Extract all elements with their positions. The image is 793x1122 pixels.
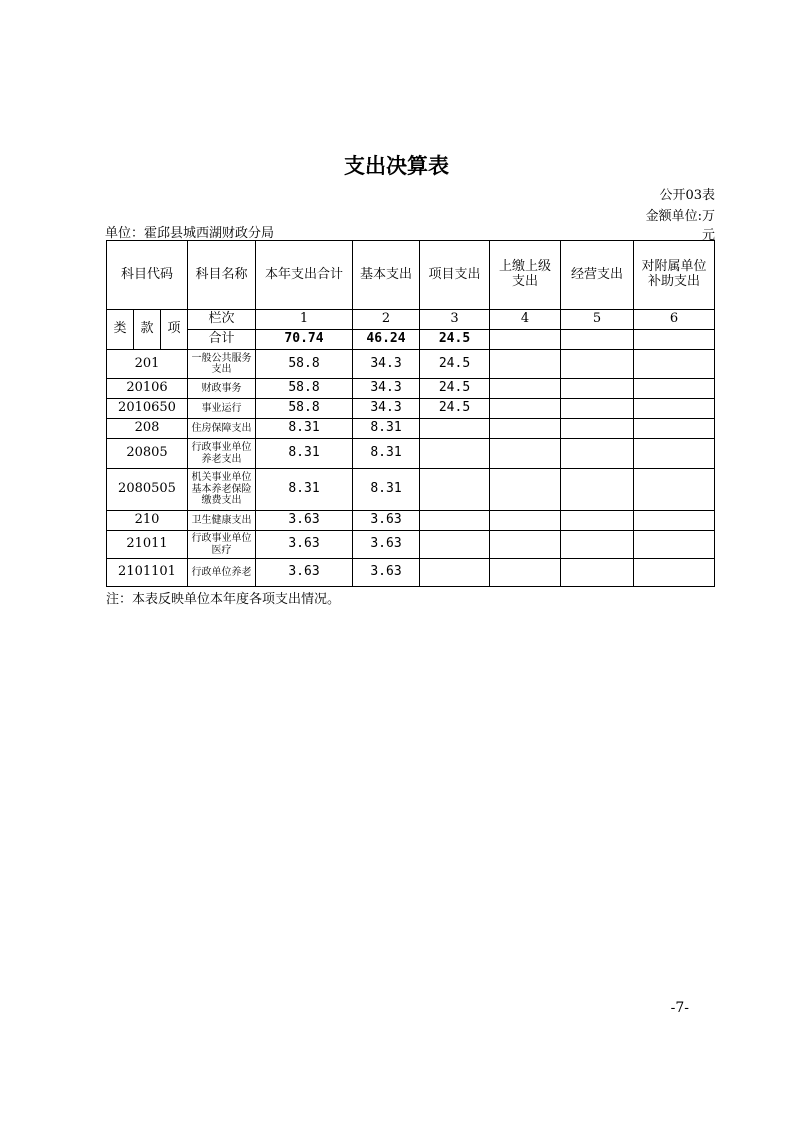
header-subsidy-line2: 补助支出	[647, 274, 700, 289]
row-name: 一般公共服务支出	[188, 350, 256, 379]
row-project: 24.5	[420, 399, 490, 419]
header-kuan: 款	[134, 310, 161, 350]
row-total: 3.63	[256, 531, 353, 559]
header-lanci: 栏次	[188, 310, 256, 330]
row-subsidy	[634, 350, 715, 379]
table-row	[107, 469, 715, 511]
table-note: 注：本表反映单位本年度各项支出情况。	[106, 592, 341, 607]
row-project: 24.5	[420, 379, 490, 399]
header-upper-line2: 支出	[511, 274, 538, 289]
header-name: 科目名称	[188, 241, 256, 310]
row-upper	[490, 350, 561, 379]
summary-upper	[490, 330, 561, 350]
summary-subsidy	[634, 330, 715, 350]
row-code: 20805	[107, 439, 188, 469]
table-row	[107, 399, 715, 419]
row-upper	[490, 511, 561, 531]
row-subsidy	[634, 511, 715, 531]
row-basic: 34.3	[353, 350, 420, 379]
row-name: 事业运行	[188, 399, 256, 419]
table-row	[107, 350, 715, 379]
row-code: 20106	[107, 379, 188, 399]
summary-total: 70.74	[256, 330, 353, 350]
row-business	[561, 511, 634, 531]
form-number: 公开03表	[659, 188, 715, 203]
row-total: 8.31	[256, 439, 353, 469]
row-business	[561, 439, 634, 469]
header-subsidy	[634, 241, 715, 310]
row-code: 210	[107, 511, 188, 531]
table-row	[107, 531, 715, 559]
column-index-3: 3	[420, 310, 490, 330]
organization-label: 单位：霍邱县城西湖财政分局	[105, 226, 275, 241]
row-upper	[490, 531, 561, 559]
row-business	[561, 350, 634, 379]
row-upper	[490, 469, 561, 511]
row-code: 21011	[107, 531, 188, 559]
money-unit: 金额单位:万	[645, 209, 715, 224]
row-upper	[490, 439, 561, 469]
row-total: 8.31	[256, 419, 353, 439]
page-number: -7-	[670, 1000, 689, 1016]
summary-basic: 46.24	[353, 330, 420, 350]
row-total: 58.8	[256, 379, 353, 399]
row-basic: 34.3	[353, 399, 420, 419]
row-subsidy	[634, 559, 715, 587]
row-subsidy	[634, 531, 715, 559]
header-total: 本年支出合计	[256, 241, 353, 310]
row-upper	[490, 399, 561, 419]
table-row	[107, 379, 715, 399]
row-subsidy	[634, 439, 715, 469]
row-upper	[490, 419, 561, 439]
table-row	[107, 559, 715, 587]
row-basic: 8.31	[353, 419, 420, 439]
row-business	[561, 379, 634, 399]
row-total: 8.31	[256, 469, 353, 511]
summary-label: 合计	[188, 330, 256, 350]
column-index-5: 5	[561, 310, 634, 330]
header-row	[107, 241, 715, 310]
row-upper	[490, 559, 561, 587]
header-project: 项目支出	[420, 241, 490, 310]
row-project: 24.5	[420, 350, 490, 379]
row-business	[561, 531, 634, 559]
row-name: 住房保障支出	[188, 419, 256, 439]
summary-business	[561, 330, 634, 350]
row-basic: 3.63	[353, 531, 420, 559]
table-row	[107, 439, 715, 469]
row-name: 财政事务	[188, 379, 256, 399]
row-total: 58.8	[256, 399, 353, 419]
header-upper-line1: 上缴上级	[498, 259, 551, 275]
row-project	[420, 511, 490, 531]
row-total: 3.63	[256, 511, 353, 531]
column-index-6: 6	[634, 310, 715, 330]
row-code: 2101101	[107, 559, 188, 587]
row-code: 201	[107, 350, 188, 379]
header-lei: 类	[107, 310, 134, 350]
column-index-1: 1	[256, 310, 353, 330]
header-business: 经营支出	[561, 241, 634, 310]
row-business	[561, 559, 634, 587]
row-basic: 3.63	[353, 559, 420, 587]
column-index-2: 2	[353, 310, 420, 330]
row-name: 卫生健康支出	[188, 511, 256, 531]
row-basic: 8.31	[353, 469, 420, 511]
header-upper	[490, 241, 561, 310]
row-business	[561, 419, 634, 439]
row-project	[420, 531, 490, 559]
row-upper	[490, 379, 561, 399]
money-unit-continued: 元	[701, 228, 715, 243]
header-code: 科目代码	[107, 241, 188, 310]
column-index-4: 4	[490, 310, 561, 330]
row-project	[420, 559, 490, 587]
row-code: 2080505	[107, 469, 188, 511]
row-code: 2010650	[107, 399, 188, 419]
row-name: 行政事业单位医疗	[188, 531, 256, 559]
row-total: 3.63	[256, 559, 353, 587]
summary-project: 24.5	[420, 330, 490, 350]
summary-row	[107, 330, 715, 350]
table-row	[107, 511, 715, 531]
header-basic: 基本支出	[353, 241, 420, 310]
row-business	[561, 469, 634, 511]
row-basic: 34.3	[353, 379, 420, 399]
row-code: 208	[107, 419, 188, 439]
row-business	[561, 399, 634, 419]
row-name: 行政事业单位养老支出	[188, 439, 256, 469]
row-basic: 3.63	[353, 511, 420, 531]
row-total: 58.8	[256, 350, 353, 379]
table-row	[107, 419, 715, 439]
row-subsidy	[634, 399, 715, 419]
column-index-row	[107, 310, 715, 330]
row-name: 行政单位养老	[188, 559, 256, 587]
row-basic: 8.31	[353, 439, 420, 469]
row-project	[420, 419, 490, 439]
header-xiang: 项	[161, 310, 188, 350]
row-subsidy	[634, 469, 715, 511]
row-subsidy	[634, 419, 715, 439]
document-title: 支出决算表	[344, 154, 449, 178]
row-subsidy	[634, 379, 715, 399]
row-name: 机关事业单位基本养老保险缴费支出	[188, 469, 256, 511]
row-project	[420, 469, 490, 511]
header-subsidy-line1: 对附属单位	[641, 259, 707, 275]
expenditure-table	[106, 240, 715, 587]
row-project	[420, 439, 490, 469]
